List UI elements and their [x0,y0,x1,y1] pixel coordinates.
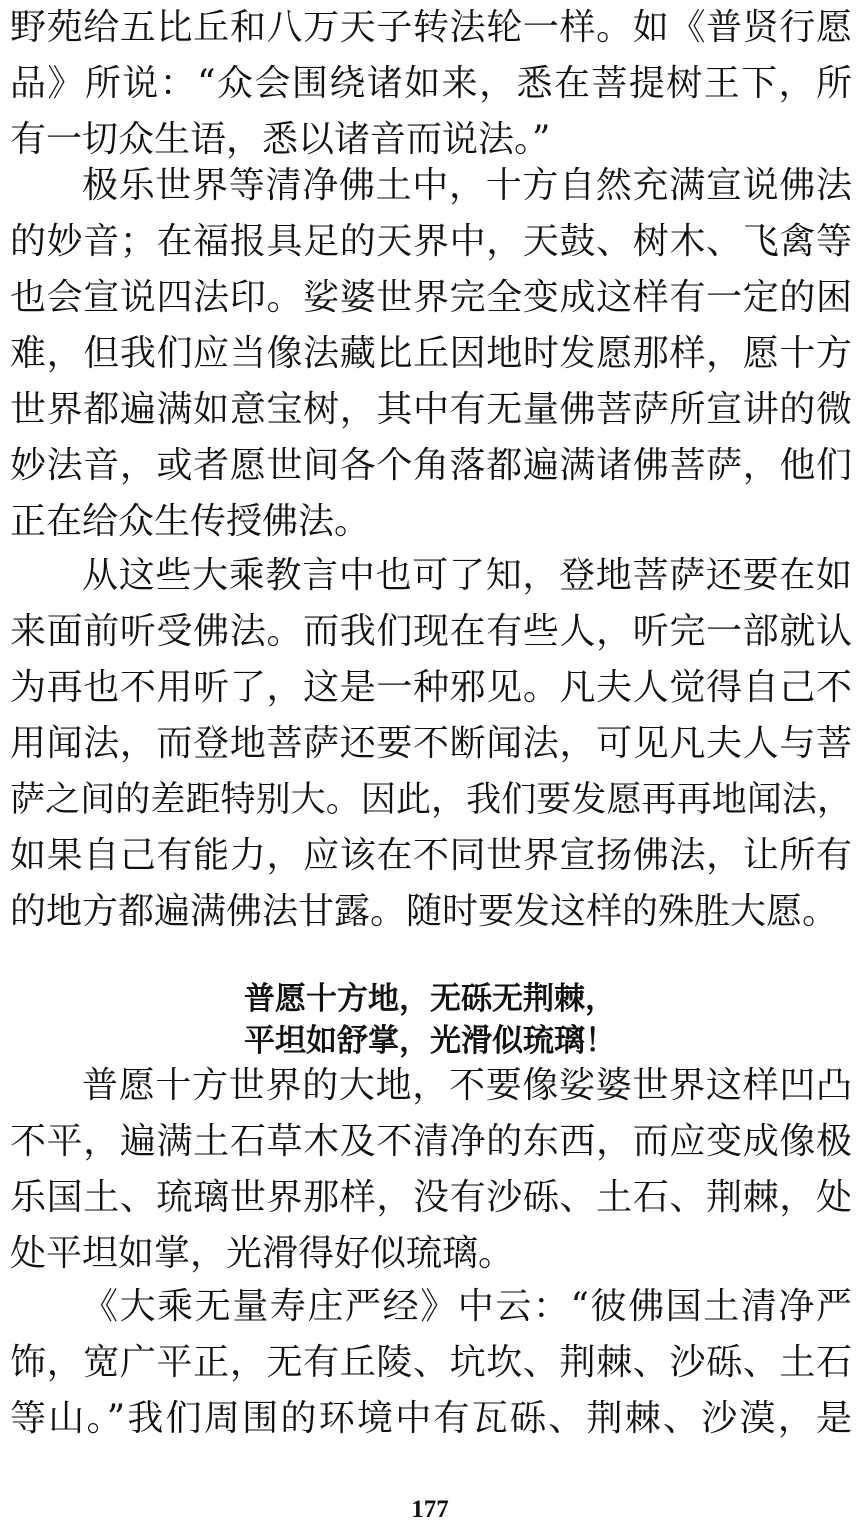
text-line: 野苑给五比丘和八万天子转法轮一样。如《普贤行愿 [10,7,852,48]
text-line: 的地方都遍满佛法甘露。随时要发这样的殊胜大愿。 [10,891,839,932]
text-line: 饰，宽广平正，无有丘陵、坑坎、荆棘、沙砾、土石 [10,1342,852,1383]
paragraph-sutra-citation [10,1279,852,1447]
text-line: 妙法音，或者愿世间各个角落都遍满诸佛菩萨，他们 [10,445,852,486]
text-line: 用闻法，而登地菩萨还要不断闻法，可见凡夫人与菩 [10,723,852,764]
text-line: 也会宣说四法印。娑婆世界完全变成这样有一定的困 [10,277,852,318]
page-number: 177 [411,1496,449,1523]
text-line: 等山。”我们周围的环境中有瓦砾、荆棘、沙漠，是 [10,1398,852,1439]
text-line: 正在给众生传授佛法。 [10,501,371,542]
paragraph-pure-lands [10,158,852,550]
text-line: 极乐世界等清净佛土中，十方自然充满宣说佛法 [82,165,852,206]
text-line: 《大乘无量寿庄严经》中云：“彼佛国土清净严 [82,1286,852,1327]
paragraph-hearing-dharma [10,548,852,940]
text-line: 有一切众生语，悉以诸音而说法。” [10,119,551,160]
text-line: 乐国土、琉璃世界那样，没有沙砾、土石、荆棘，处 [10,1177,852,1218]
text-line: 难，但我们应当像法藏比丘因地时发愿那样，愿十方 [10,333,852,374]
paragraph-continued [10,0,852,168]
text-line: 处平坦如掌，光滑得好似琉璃。 [10,1233,515,1274]
text-line: 从这些大乘教言中也可了知，登地菩萨还要在如 [82,555,852,596]
text-line: 如果自己有能力，应该在不同世界宣扬佛法，让所有 [10,835,852,876]
text-line: 品》所说：“众会围绕诸如来，悉在菩提树王下，所 [10,63,852,104]
text-line: 的妙音；在福报具足的天界中，天鼓、树木、飞禽等 [10,221,852,262]
text-line: 为再也不用听了，这是一种邪见。凡夫人觉得自己不 [10,667,852,708]
paragraph-verse-commentary [10,1058,852,1282]
verse-line: 普愿十方地，无砾无荆棘， [244,981,616,1017]
text-line: 不平，遍满土石草木及不清净的东西，而应变成像极 [10,1121,852,1162]
verse-quote [0,978,860,1062]
verse-line: 平坦如舒掌，光滑似琉璃！ [244,1023,616,1059]
text-line: 普愿十方世界的大地，不要像娑婆世界这样凹凸 [82,1065,852,1106]
text-line: 世界都遍满如意宝树，其中有无量佛菩萨所宣讲的微 [10,389,852,430]
text-line: 萨之间的差距特别大。因此，我们要发愿再再地闻法， [10,780,852,820]
text-line: 来面前听受佛法。而我们现在有些人，听完一部就认 [10,611,852,652]
